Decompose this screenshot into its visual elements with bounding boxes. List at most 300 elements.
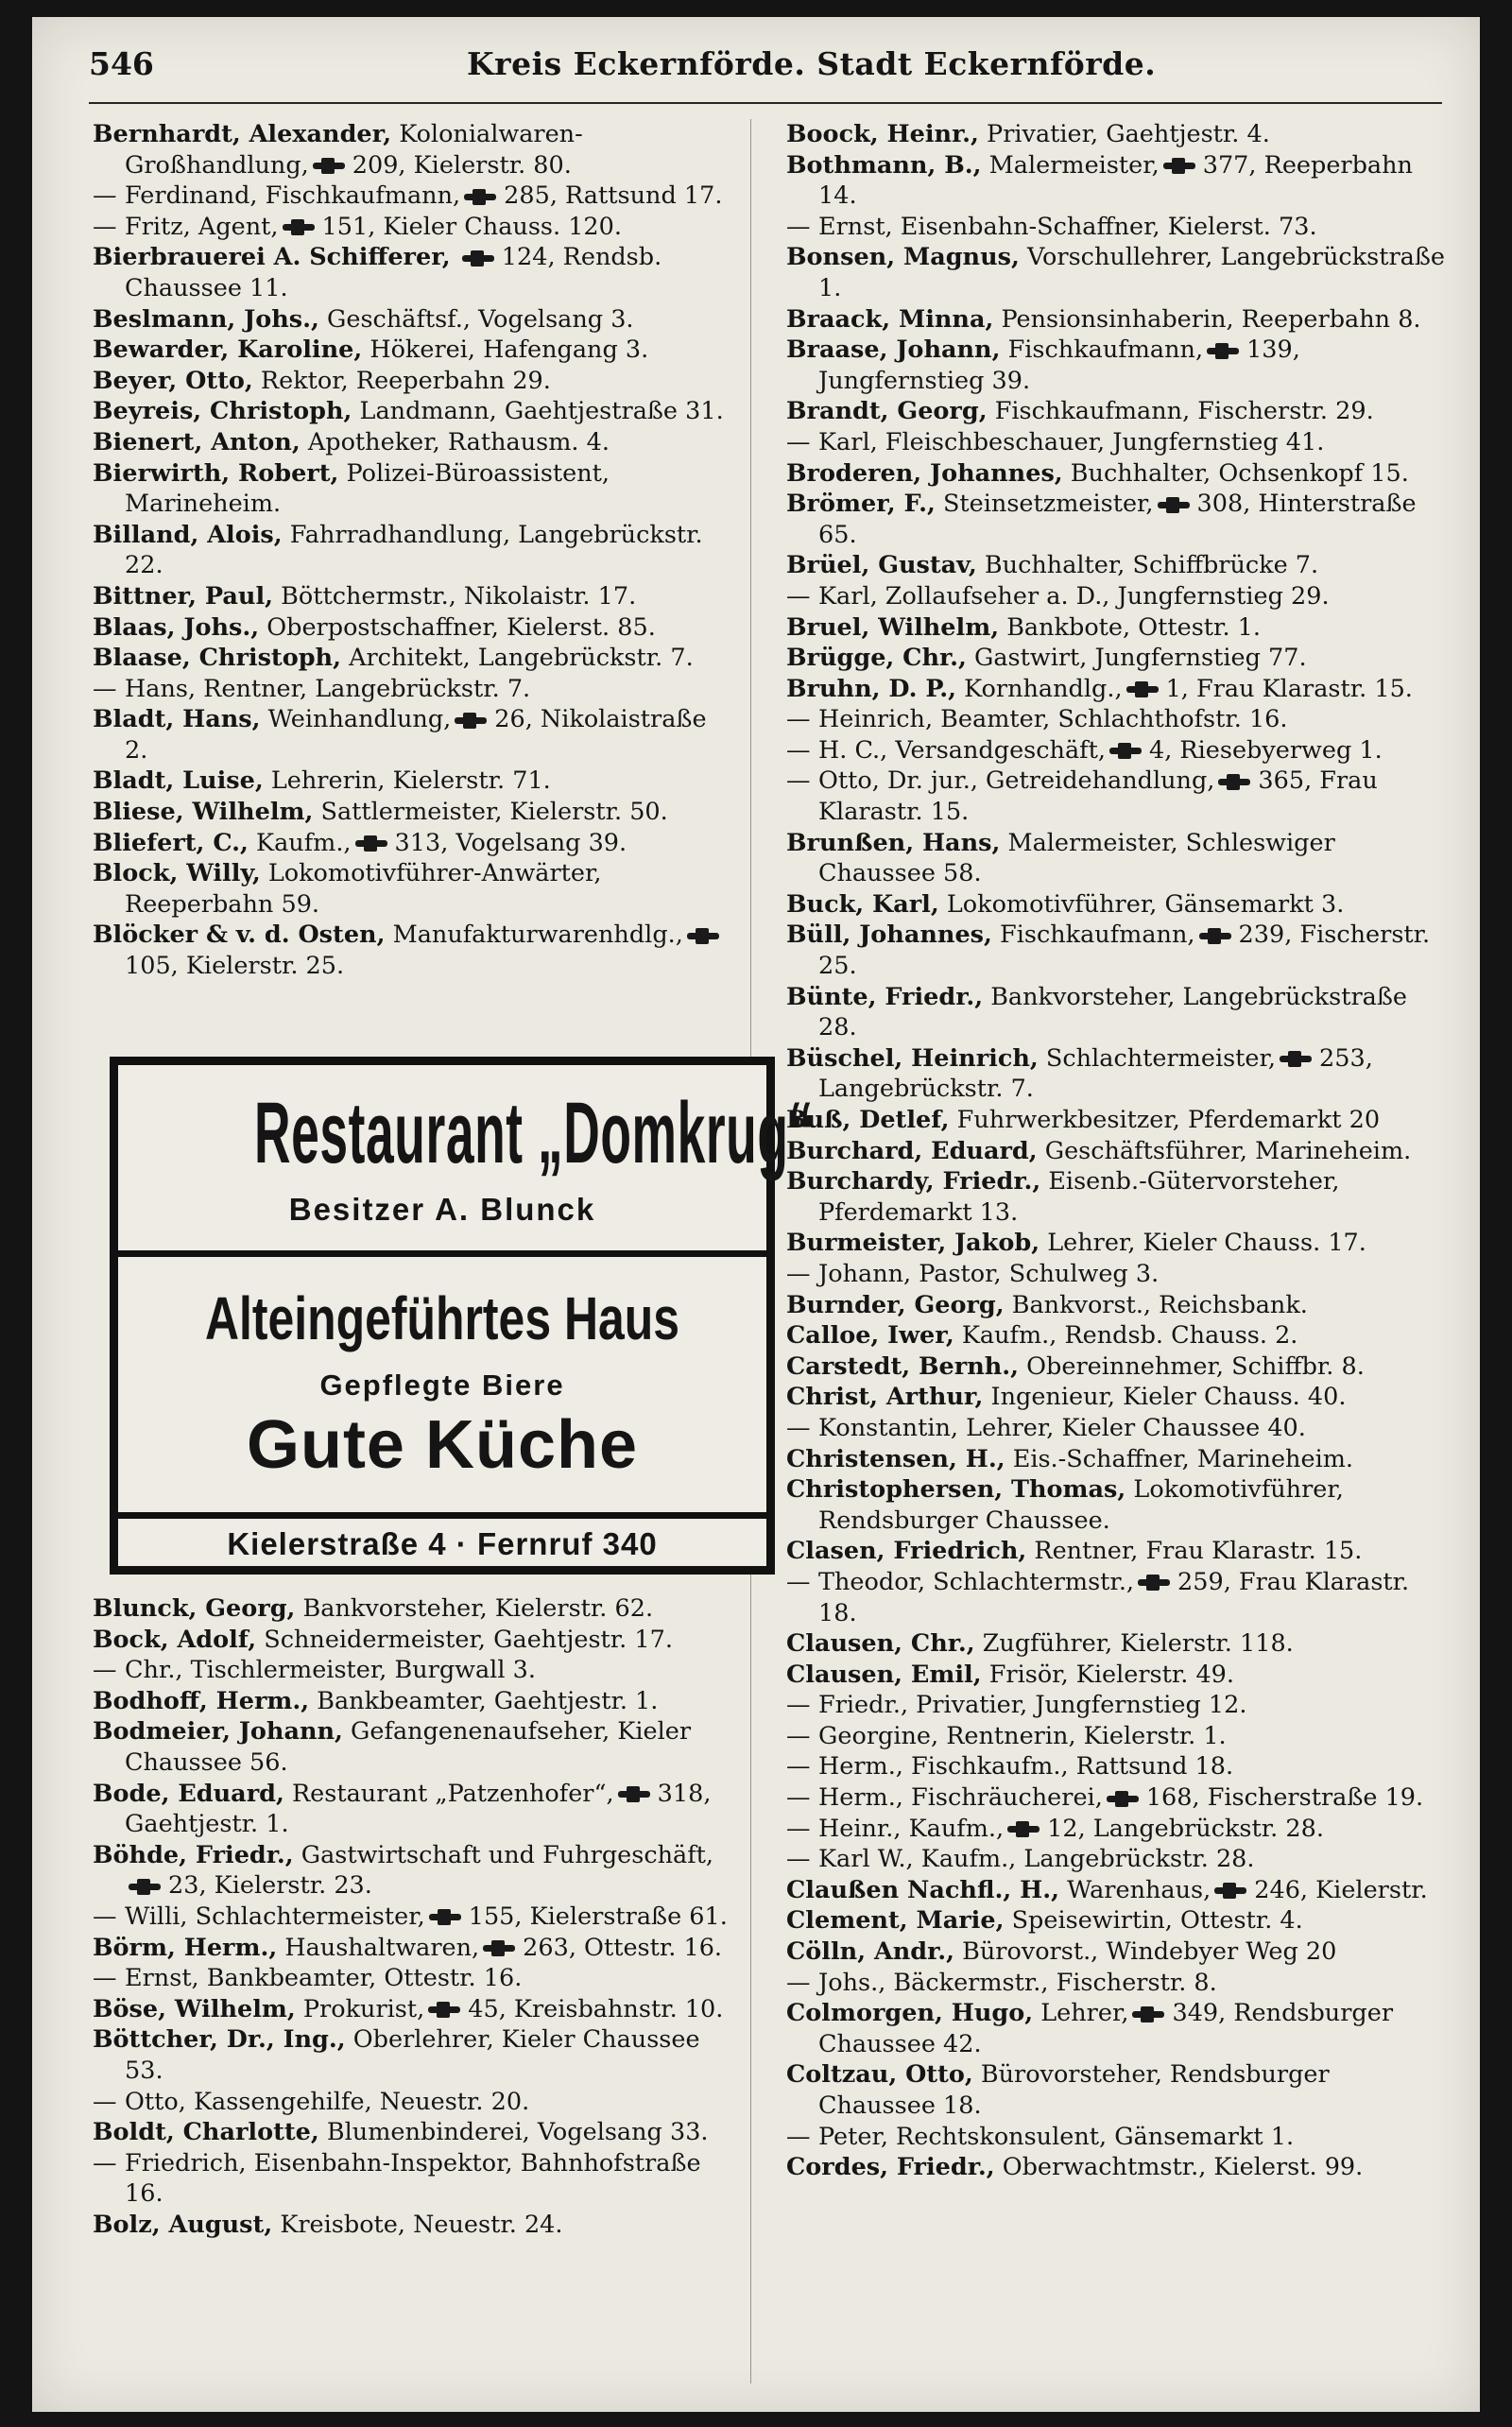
phone-number: 313 [394,828,441,857]
entry-text: Oberpostschaffner, Kielerst. 85. [266,612,656,642]
directory-entry [786,1136,1452,1167]
telephone-icon [1107,1793,1139,1805]
entry-address: , Hinterstraße 65. [818,490,1417,549]
entry-text: Friedrich, Eisenbahn-Inspektor, Bahnhofstraße 16. [125,2148,701,2209]
entry-text: Gastwirt, Jungfernstieg 77. [973,644,1307,673]
phone-number: 45 [468,1994,499,2023]
directory-entry [786,1998,1452,2059]
directory-entry [93,1933,735,1964]
entry-text: Johs., Bäckermstr., Fischerstr. 8. [818,1968,1217,1997]
directory-entry [93,1840,735,1902]
entry-name: Christ, Arthur, [786,1383,984,1412]
directory-entry [93,1779,735,1840]
entry-address: , Frau Klarastr. 15. [818,766,1378,827]
directory-entry [93,1655,735,1686]
telephone-icon [464,191,496,203]
entry-name: Bladt, Luise, [93,766,264,796]
phone-number: 259 [1177,1567,1224,1596]
entry-text: Eis.-Schaffner, Marineheim. [1012,1444,1354,1473]
page-title: Kreis Eckernförde. Stadt Eckernförde. [467,45,1157,82]
entry-text: Sattlermeister, Kielerstr. 50. [320,798,668,827]
entry-address: , Nikolaistraße 2. [125,705,707,765]
directory-entry [93,396,735,427]
repeat-dash: — [93,212,117,241]
entry-text: Manufakturwarenhdlg., [392,921,683,950]
telephone-icon [1138,1576,1170,1589]
directory-entry [786,427,1452,458]
entry-text: Buchhalter, Ochsenkopf 15. [1070,458,1409,488]
entry-name: Colmorgen, Hugo, [786,1999,1034,2028]
entry-text: Rentner, Frau Klarastr. 15. [1034,1537,1363,1566]
entry-text: Bankvorsteher, Kielerstr. 62. [302,1594,654,1623]
repeat-dash: — [93,2087,117,2116]
repeat-dash: — [786,427,811,456]
directory-entry [786,1751,1452,1782]
directory-entry [93,458,735,520]
directory-entry [93,920,735,981]
directory-entry [786,766,1452,827]
entry-text: Gefangenenaufseher, Kieler Chaussee 56. [125,1717,692,1777]
entry-address: , Kreisbahnstr. 10. [498,1994,724,2023]
header-rule [89,102,1442,104]
directory-entry [93,212,735,243]
telephone-icon [428,2004,460,2016]
directory-entry [786,1968,1452,1999]
entry-text: Johann, Pastor, Schulweg 3. [818,1259,1160,1288]
entry-address: , Frau Klarastr. 15. [1180,674,1413,703]
directory-entry [93,242,735,303]
phone-number: 263 [523,1933,569,1962]
entry-text: Bürovorsteher, Rendsburger Chaussee 18. [818,2060,1330,2120]
directory-entry [93,2117,735,2148]
entry-text: Theodor, Schlachtermstr., [818,1567,1135,1596]
entry-name: Bolz, August, [93,2210,273,2239]
directory-entry [786,304,1452,336]
entry-address: , Kielerstr. 25. [170,952,345,981]
repeat-dash: — [93,1902,117,1931]
entry-name: Blunck, Georg, [93,1594,296,1623]
entry-text: Fahrradhandlung, Langebrückstr. 22. [125,520,703,580]
telephone-icon [618,1788,650,1800]
ad-address: Kielerstraße 4 · Fernruf 340 [227,1526,658,1561]
directory-entry [786,828,1452,889]
directory-entry [93,1963,735,1994]
phone-number: 318 [657,1779,704,1808]
phone-number: 139 [1246,336,1293,365]
entry-text: Apotheker, Rathausm. 4. [307,427,610,456]
directory-entry [786,1320,1452,1351]
entry-text: Landmann, Gaehtjestraße 31. [359,397,724,426]
entry-text: H. C., Versandgeschäft, [818,735,1106,765]
entry-text: Privatier, Gaehtjestr. 4. [987,120,1270,148]
directory-entry [786,920,1452,981]
entry-text: Prokurist, [302,1994,425,2023]
directory-entry [786,704,1452,735]
directory-entry [93,674,735,705]
telephone-icon [1132,2008,1164,2021]
entry-name: Büll, Johannes, [786,921,992,950]
entry-address: , Frau Klarastr. 18. [818,1567,1410,1627]
directory-entry [786,458,1452,490]
entry-name: Bothmann, B., [786,150,982,180]
ad-owner: Besitzer A. Blunck [288,1192,596,1227]
entry-address: , Kielerstr. 80. [398,150,572,180]
directory-entry [786,1536,1452,1567]
entry-text: Vorschullehrer, Langebrückstraße 1. [818,243,1446,302]
telephone-icon [1163,160,1195,172]
right-column [786,119,1452,2183]
phone-number: 239 [1238,921,1285,950]
phone-number: 4 [1148,735,1165,765]
phone-number: 105 [125,952,171,981]
phone-number: 308 [1196,490,1244,519]
phone-number: 377 [1202,150,1249,180]
directory-entry [93,1902,735,1933]
directory-entry [93,304,735,336]
entry-name: Bewarder, Karoline, [93,336,363,365]
entry-address: , Kielerstr. [1299,1875,1428,1904]
entry-text: Herm., Fischkaufm., Rattsund 18. [818,1752,1234,1782]
directory-entry [93,520,735,581]
entry-text: Fritz, Agent, [125,212,279,241]
telephone-icon [313,160,345,172]
entry-text: Bürovorst., Windebyer Weg 20 [962,1937,1337,1967]
directory-entry [786,1782,1452,1814]
directory-entry [786,1567,1452,1628]
telephone-icon [687,930,719,942]
entry-name: Bruhn, D. P., [786,674,957,703]
entry-text: Frisör, Kielerstr. 49. [988,1660,1234,1689]
entry-text: Fischkaufmann, Fischerstr. 29. [994,397,1374,426]
repeat-dash: — [93,2148,117,2177]
directory-entry [93,1716,735,1778]
entry-name: Claußen Nachfl., H., [786,1875,1059,1904]
repeat-dash: — [786,1691,811,1720]
entry-text: Chr., Tischlermeister, Burgwall 3. [125,1656,536,1685]
entry-text: Otto, Kassengehilfe, Neuestr. 20. [125,2087,530,2116]
directory-entry [786,2122,1452,2153]
entry-text: Gastwirtschaft und Fuhrgeschäft, [301,1840,714,1869]
entry-text: Kolonialwaren-Großhandlung, [125,120,583,180]
entry-text: Hökerei, Hafengang 3. [369,336,649,365]
repeat-dash: — [786,1413,811,1442]
directory-entry [786,1628,1452,1660]
entry-text: Kreisbote, Neuestr. 24. [280,2210,563,2239]
phone-number: 253 [1319,1043,1366,1073]
entry-name: Christensen, H., [786,1444,1005,1473]
entry-text: Karl, Fleischbeschauer, Jungfernstieg 41. [818,427,1325,456]
entry-text: Oberlehrer, Kieler Chaussee 53. [125,2025,700,2085]
entry-name: Beyer, Otto, [93,366,253,395]
entry-address: , Rendsburger Chaussee 42. [818,1999,1394,2058]
phone-number: 23 [168,1871,199,1901]
directory-entry [786,1875,1452,1906]
entry-text: Restaurant „Patzenhofer“, [291,1779,614,1808]
entry-address: , Vogelsang 39. [440,828,627,857]
entry-text: Karl, Zollaufseher a. D., Jungfernstieg 29. [818,581,1330,611]
entry-name: Boock, Heinr., [786,120,979,148]
entry-text: Eisenb.-Gütervorsteher, Pferdemarkt 13. [818,1167,1340,1227]
entry-name: Clausen, Emil, [786,1660,982,1689]
entry-address: , Kielerstr. 23. [198,1871,372,1901]
directory-entry [786,1474,1452,1536]
entry-text: Geschäftsf., Vogelsang 3. [327,304,634,334]
entry-text: Ernst, Eisenbahn-Schaffner, Kielerst. 73. [818,212,1317,241]
directory-entry [786,1936,1452,1968]
directory-entry [93,2148,735,2210]
entry-text: Heinr., Kaufm., [818,1814,1005,1843]
phone-number: 168 [1145,1783,1193,1813]
directory-page [32,17,1480,2412]
directory-entry [786,1290,1452,1321]
phone-number: 124 [501,243,548,272]
directory-entry [786,1660,1452,1691]
repeat-dash: — [93,1964,117,1993]
entry-text: Lehrer, Kieler Chauss. 17. [1047,1229,1366,1258]
entry-name: Buß, Detlef, [786,1106,950,1134]
directory-entry [786,674,1452,705]
entry-text: Steinsetzmeister, [942,490,1154,519]
entry-text: Weinhandlung, [267,705,452,734]
entry-name: Clasen, Friedrich, [786,1537,1027,1566]
telephone-icon [1158,499,1190,511]
directory-entry [786,1814,1452,1845]
entry-name: Brömer, F., [786,490,936,519]
directory-entry [786,489,1452,550]
entry-text: Rektor, Reeperbahn 29. [260,366,551,395]
entry-text: Lokomotivführer-Anwärter, Reeperbahn 59. [125,859,602,919]
entry-address: , Rattsund 17. [549,181,723,211]
ad-kitchen: Gute Küche [246,1407,639,1483]
entry-name: Brandt, Georg, [786,397,988,426]
directory-entry [93,335,735,366]
entry-name: Büschel, Heinrich, [786,1043,1039,1073]
telephone-icon [1214,1885,1246,1897]
repeat-dash: — [786,1783,811,1813]
telephone-icon [129,1881,161,1893]
entry-name: Bierwirth, Robert, [93,458,339,488]
directory-entry [93,797,735,828]
phone-number: 349 [1172,1999,1219,2028]
entry-text: Konstantin, Lehrer, Kieler Chaussee 40. [818,1413,1306,1442]
entry-address: , Fischerstraße 19. [1192,1783,1424,1813]
entry-name: Bodhoff, Herm., [93,1686,310,1715]
entry-text: Peter, Rechtskonsulent, Gänsemarkt 1. [818,2122,1295,2151]
entry-text: Heinrich, Beamter, Schlachthofstr. 16. [818,705,1288,734]
entry-text: Bankvorst., Reichsbank. [1011,1290,1308,1319]
entry-name: Beyreis, Christoph, [93,397,352,426]
entry-text: Karl W., Kaufm., Langebrückstr. 28. [818,1845,1255,1874]
directory-entry [93,181,735,212]
entry-text: Ernst, Bankbeamter, Ottestr. 16. [125,1964,523,1993]
entry-text: Bankvorsteher, Langebrückstraße 28. [818,982,1407,1042]
entry-text: Polizei-Büroassistent, Marineheim. [125,458,610,519]
entry-name: Buck, Karl, [786,889,939,919]
entry-text: Willi, Schlachtermeister, [125,1902,425,1931]
repeat-dash: — [786,581,811,611]
telephone-icon [462,252,494,265]
repeat-dash: — [786,1752,811,1782]
phone-number: 209 [352,150,399,180]
directory-entry [786,735,1452,766]
directory-entry [93,2087,735,2118]
entry-name: Bladt, Hans, [93,705,261,734]
entry-name: Bliese, Wilhelm, [93,798,314,827]
entry-name: Carstedt, Bernh., [786,1351,1020,1381]
entry-text: Lehrer, [1040,1999,1129,2028]
repeat-dash: — [786,1567,811,1596]
entry-name: Blaase, Christoph, [93,644,341,673]
directory-entry [786,889,1452,921]
directory-entry [93,2024,735,2086]
entry-address: , Kieler Chauss. 120. [368,212,622,241]
entry-name: Boldt, Charlotte, [93,2118,319,2147]
directory-entry [786,1228,1452,1259]
restaurant-advertisement [110,1057,815,1575]
telephone-icon [429,1911,461,1923]
repeat-dash: — [93,674,117,703]
entry-name: Bode, Eduard, [93,1779,284,1808]
entry-name: Burnder, Georg, [786,1290,1005,1319]
directory-entry [93,643,735,674]
directory-entry [93,119,735,181]
directory-entry [786,643,1452,674]
entry-name: Clausen, Chr., [786,1629,975,1659]
directory-entry [786,1905,1452,1936]
entry-text: Geschäftsführer, Marineheim. [1044,1136,1412,1165]
directory-entry [93,427,735,458]
directory-entry [786,1259,1452,1290]
page-number: 546 [89,45,154,82]
directory-entry [786,335,1452,396]
telephone-icon [1126,683,1159,696]
directory-entry [786,1351,1452,1383]
repeat-dash: — [786,2122,811,2151]
phone-number: 1 [1165,674,1181,703]
entry-name: Böse, Wilhelm, [93,1994,296,2023]
telephone-icon [1199,930,1231,942]
directory-entry [93,828,735,859]
directory-entry [93,858,735,920]
entry-name: Beslmann, Johs., [93,304,319,334]
directory-entry [93,766,735,797]
entry-text: Kornhandlg., [964,674,1123,703]
entry-name: Brügge, Chr., [786,644,967,673]
repeat-dash: — [93,1656,117,1685]
entry-name: Bernhardt, Alexander, [93,120,392,148]
telephone-icon [1218,776,1250,788]
entry-address: , Reeperbahn 14. [818,150,1413,211]
repeat-dash: — [786,212,811,241]
phone-number: 285 [504,181,550,211]
entry-name: Böttcher, Dr., Ing., [93,2025,346,2055]
entry-address: , Langebrückstr. 28. [1077,1814,1324,1843]
directory-entry [93,1625,735,1656]
entry-text: Lokomotivführer, Rendsburger Chaussee. [818,1475,1344,1535]
telephone-icon [1207,345,1239,357]
entry-text: Warenhaus, [1067,1875,1211,1904]
entry-name: Blaas, Johs., [93,612,260,642]
entry-name: Burchardy, Friedr., [786,1167,1041,1196]
entry-name: Börm, Herm., [93,1933,278,1962]
entry-name: Böhde, Friedr., [93,1840,294,1869]
entry-text: Ingenieur, Kieler Chauss. 40. [990,1383,1347,1412]
ad-title: Restaurant „Domkrug“ [254,1085,815,1181]
directory-entry [786,1721,1452,1752]
entry-name: Burchard, Eduard, [786,1136,1038,1165]
directory-entry [786,612,1452,644]
entry-text: Schlachtermeister, [1045,1043,1277,1073]
entry-address: , Gaehtjestr. 1. [125,1779,712,1839]
directory-entry [93,704,735,766]
directory-entry [786,1690,1452,1721]
directory-entry [786,2152,1452,2183]
repeat-dash: — [786,1845,811,1874]
entry-text: Schneidermeister, Gaehtjestr. 17. [264,1625,673,1654]
directory-entry [786,212,1452,243]
repeat-dash: — [786,1814,811,1843]
ad-slogan: Alteingeführtes Haus [204,1284,680,1352]
telephone-icon [483,1942,515,1954]
entry-name: Cölln, Andr., [786,1937,954,1967]
telephone-icon [355,837,387,850]
entry-text: Haushaltwaren, [284,1933,480,1962]
entry-name: Calloe, Iwer, [786,1321,954,1351]
directory-entry [93,612,735,644]
repeat-dash: — [786,705,811,734]
entry-text: Lokomotivführer, Gänsemarkt 3. [946,889,1345,919]
entry-name: Braack, Minna, [786,304,994,334]
entry-name: Bienert, Anton, [93,427,301,456]
entry-name: Bünte, Friedr., [786,982,984,1011]
entry-address: , Jungfernstieg 39. [818,336,1300,395]
entry-name: Bierbrauerei A. Schifferer, [93,243,451,272]
left-column-bottom [93,1593,735,2240]
entry-text: Architekt, Langebrückstr. 7. [349,644,694,673]
ad-beer: Gepflegte Biere [319,1368,565,1402]
repeat-dash: — [786,766,811,796]
phone-number: 155 [468,1902,515,1931]
entry-text: Lehrerin, Kielerstr. 71. [270,766,551,796]
entry-name: Christophersen, Thomas, [786,1475,1126,1505]
entry-text: Kaufm., [256,828,352,857]
directory-entry [93,1593,735,1625]
directory-entry [786,1413,1452,1444]
entry-text: Fischkaufmann, [1000,921,1195,950]
entry-text: Fuhrwerkbesitzer, Pferdemarkt 20 [956,1106,1381,1134]
entry-address: , Rendsb. Chaussee 11. [125,243,662,302]
directory-entry [786,1844,1452,1875]
entry-text: Bankbeamter, Gaehtjestr. 1. [317,1686,659,1715]
directory-entry [93,581,735,612]
directory-entry [786,1444,1452,1475]
entry-text: Malermeister, Schleswiger Chaussee 58. [818,828,1335,888]
directory-entry [786,581,1452,612]
telephone-icon [1280,1053,1312,1065]
entry-text: Otto, Dr. jur., Getreidehandlung, [818,766,1215,796]
directory-entry [786,150,1452,212]
directory-entry [93,2210,735,2241]
directory-entry [786,2059,1452,2121]
entry-address: , Riesebyerweg 1. [1164,735,1383,765]
entry-text: Herm., Fischräucherei, [818,1783,1103,1813]
entry-name: Billand, Alois, [93,520,283,549]
directory-entry [93,1686,735,1717]
entry-address: , Ottestr. 16. [568,1933,723,1962]
repeat-dash: — [786,735,811,765]
ad-title-box [118,1065,815,1257]
phone-number: 246 [1254,1875,1300,1904]
